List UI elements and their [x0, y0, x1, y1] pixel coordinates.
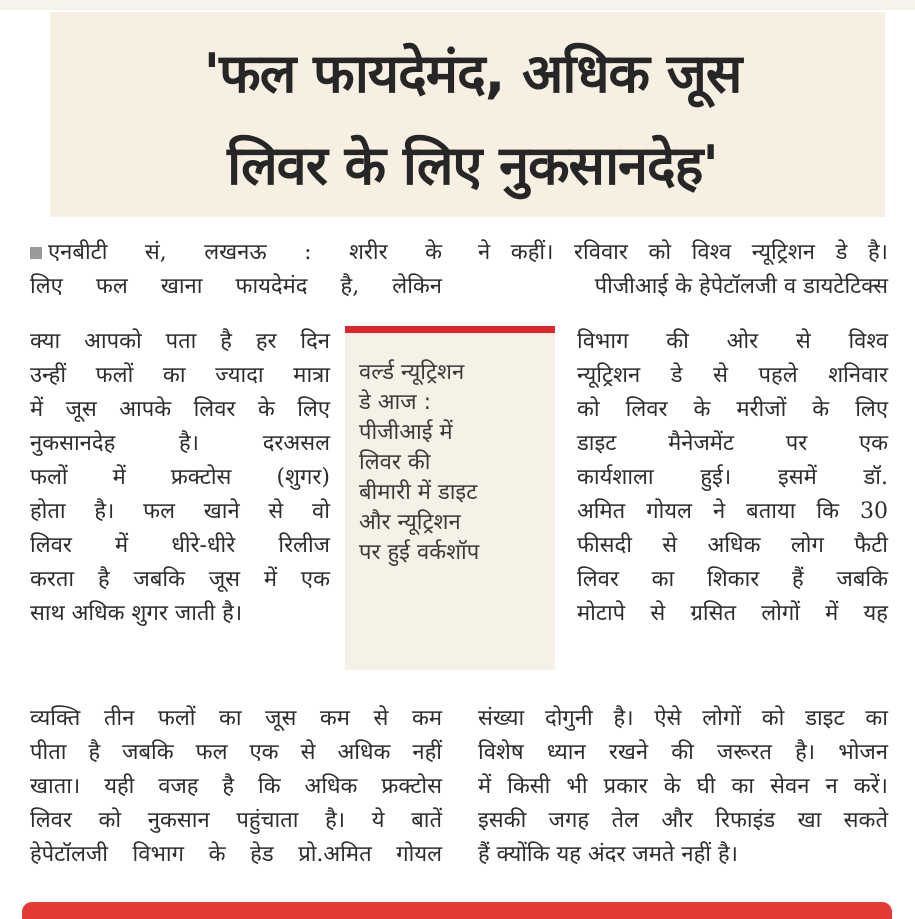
article-line: में किसी भी प्रकार के घी का सेवन न करें। [478, 774, 888, 799]
article-line: लिवर में धीरे-धीरे रिलीज [30, 533, 330, 558]
bullet-icon [30, 247, 42, 259]
sidebox-line: वर्ल्ड न्यूट्रिशन [359, 360, 465, 385]
article-line: होता है। फल खाने से वो [30, 499, 330, 524]
article-line: अमित गोयल ने बताया कि 30 [577, 499, 888, 524]
next-article-header-strip [22, 902, 892, 919]
article-line: में जूस आपके लिवर के लिए [30, 397, 330, 422]
article-line [30, 236, 442, 270]
article-line: पीजीआई के हेपेटॉलजी व डायटेटिक्स [594, 274, 888, 299]
headline-box [50, 12, 885, 217]
article-line: खाता। यही वजह है कि अधिक फ्रक्टोस [30, 774, 442, 799]
sidebox-line: पर हुई वर्कशॉप [359, 540, 480, 565]
article-line: उन्हीं फलों का ज्यादा मात्रा [30, 363, 330, 388]
sidebox-line: और न्यूट्रिशन [359, 510, 461, 535]
article-right-top [478, 236, 888, 304]
article-line: लिवर का शिकार हैं जबकि [577, 567, 888, 592]
sidebox-line: लिवर की [359, 450, 431, 475]
article-line: न्यूट्रिशन डे से पहले शनिवार [577, 363, 888, 388]
article-line: इसकी जगह तेल और रिफाइंड खा सकते [478, 808, 888, 833]
article-right-inner [577, 325, 888, 631]
article-left-top [30, 236, 442, 304]
article-line: लिवर को नुकसान पहुंचाता है। ये बातें [30, 808, 442, 833]
headline-line-1: 'फल फायदेमंद, अधिक जूस [203, 42, 742, 105]
headline [68, 28, 877, 212]
article-right-bottom [478, 702, 888, 872]
article-line: फलों में फ्रक्टोस (शुगर) [30, 465, 330, 490]
sidebox-line: बीमारी में डाइट [359, 480, 478, 505]
sidebox-line: पीजीआई में [359, 420, 453, 445]
article-left-inner [30, 325, 330, 631]
article-line: को लिवर के मरीजों के लिए [577, 397, 888, 422]
article-line: मोटापे से ग्रसित लोगों में यह [577, 601, 888, 626]
headline-line-2: लिवर के लिए नुकसानदेह' [227, 134, 718, 197]
article-line: कार्यशाला हुई। इसमें डॉ. [577, 465, 888, 490]
article-line: फीसदी से अधिक लोग फैटी [577, 533, 888, 558]
article-line: ने कहीं। रविवार को विश्व न्यूट्रिशन डे है। [478, 240, 888, 265]
article-line: हैं क्योंकि यह अंदर जमते नहीं है। [478, 842, 739, 867]
article-line: पीता है जबकि फल एक से अधिक नहीं [30, 740, 442, 765]
article-line: साथ अधिक शुगर जाती है। [30, 601, 243, 626]
dateline: एनबीटी सं, लखनऊ : शरीर के [48, 240, 442, 265]
article-line: व्यक्ति तीन फलों का जूस कम से कम [30, 706, 442, 731]
article-line: नुकसानदेह है। दरअसल [30, 431, 330, 456]
article-line: संख्या दोगुनी है। ऐसे लोगों को डाइट का [478, 706, 888, 731]
article-line: विशेष ध्यान रखने की जरूरत है। भोजन [478, 740, 888, 765]
article-line: लिए फल खाना फायदेमंद है, लेकिन [30, 274, 442, 299]
sidebox-red-bar [345, 326, 555, 333]
article-line: हेपेटॉलजी विभाग के हेड प्रो.अमित गोयल [30, 842, 442, 867]
sidebox-line: डे आज : [359, 390, 431, 415]
article-line: क्या आपको पता है हर दिन [30, 329, 330, 354]
article-line: करता है जबकि जूस में एक [30, 567, 330, 592]
article-line: विभाग की ओर से विश्व [577, 329, 888, 354]
article-left-bottom [30, 702, 442, 872]
top-strip [0, 0, 915, 10]
sidebox [345, 330, 555, 670]
sidebox-text [359, 358, 541, 568]
article-line: डाइट मैनेजमेंट पर एक [577, 431, 888, 456]
